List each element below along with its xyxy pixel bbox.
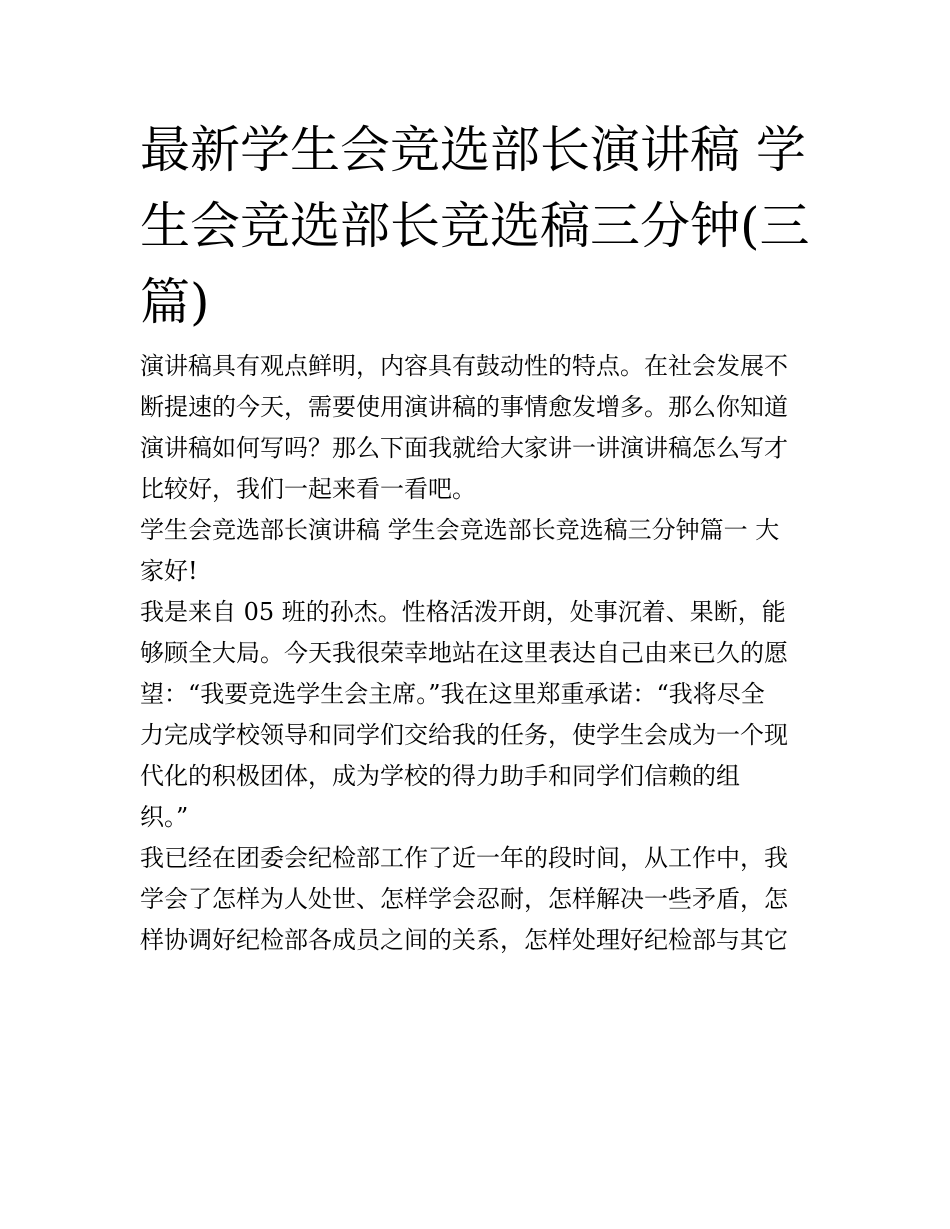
section-heading-paragraph — [140, 510, 815, 592]
paragraph-line: 够顾全大局。今天我很荣幸地站在这里表达自己由来已久的愿 — [140, 639, 788, 667]
paragraph-line: 学生会竞选部长演讲稿 学生会竞选部长竞选稿三分钟篇一 大 — [140, 516, 780, 544]
paragraph-line: 我已经在团委会纪检部工作了近一年的段时间，从工作中，我 — [140, 844, 788, 872]
document-body — [140, 112, 815, 961]
paragraph-line: 学会了怎样为人处世、怎样学会忍耐，怎样解决一些矛盾，怎 — [140, 885, 788, 913]
paragraph-line: 演讲稿具有观点鲜明，内容具有鼓动性的特点。在社会发展不 — [140, 352, 788, 380]
paragraph-line: 力完成学校领导和同学们交给我的任务，使学生会成为一个现 — [140, 721, 788, 749]
paragraph-line: 望：“我要竞选学生会主席。”我在这里郑重承诺：“我将尽全 — [140, 680, 765, 708]
paragraph-line: 织。” — [140, 803, 189, 831]
title-line: 生会竞选部长竞选稿三分钟(三 — [140, 197, 810, 255]
intro-paragraph — [140, 346, 815, 510]
paragraph-line: 家好! — [140, 557, 198, 585]
paragraph-line: 样协调好纪检部各成员之间的关系，怎样处理好纪检部与其它 — [140, 926, 788, 954]
document-title — [140, 112, 815, 340]
paragraph-line: 我是来自 05 班的孙杰。性格活泼开朗，处事沉着、果断，能 — [140, 598, 786, 626]
title-line: 最新学生会竞选部长演讲稿 学 — [140, 121, 806, 179]
paragraph-line: 比较好，我们一起来看一看吧。 — [140, 475, 476, 503]
body-paragraph — [140, 838, 815, 961]
paragraph-line: 断提速的今天，需要使用演讲稿的事情愈发增多。那么你知道 — [140, 393, 788, 421]
body-paragraph — [140, 592, 815, 838]
title-line: 篇) — [140, 273, 210, 331]
paragraph-line: 代化的积极团体，成为学校的得力助手和同学们信赖的组 — [140, 762, 740, 790]
paragraph-line: 演讲稿如何写吗？那么下面我就给大家讲一讲演讲稿怎么写才 — [140, 434, 788, 462]
